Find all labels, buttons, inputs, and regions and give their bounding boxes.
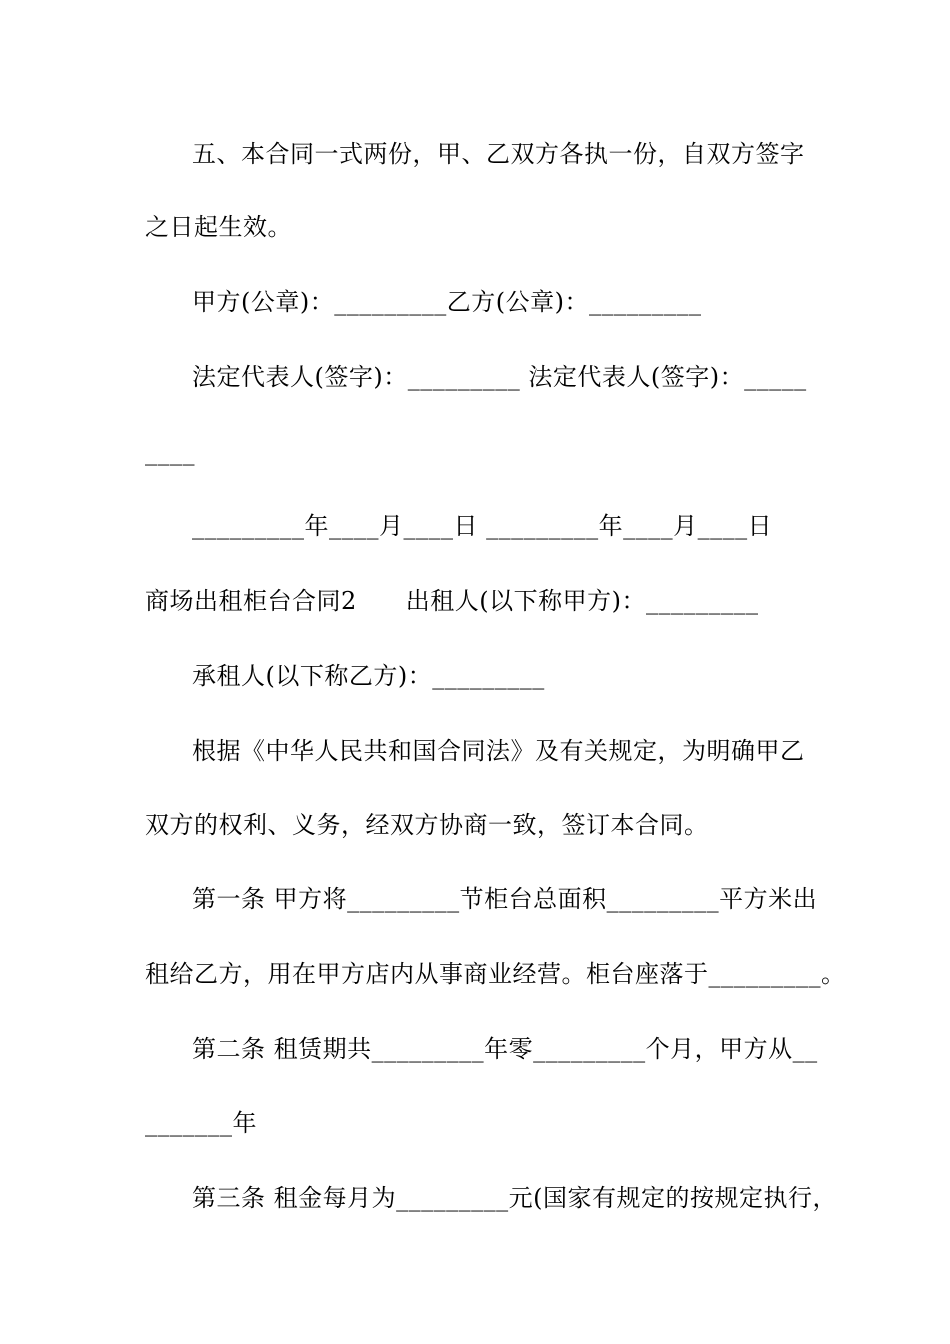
text-line: 五、本合同一式两份，甲、乙双方各执一份，自双方签字 [192,140,805,168]
text-line: 第一条 甲方将_________节柜台总面积_________平方米出 [192,885,818,913]
text-line: _______年 [145,1109,257,1137]
text-line: ____ [145,438,195,466]
text-line: 第三条 租金每月为_________元(国家有规定的按规定执行， [192,1184,837,1212]
text-line: 第二条 租赁期共_________年零_________个月，甲方从__ [192,1035,818,1063]
text-line: 双方的权利、义务，经双方协商一致，签订本合同。 [145,811,709,839]
text-line: 法定代表人(签字)：_________ 法定代表人(签字)：_____ [192,363,807,391]
text-line: 根据《中华人民共和国合同法》及有关规定，为明确甲乙 [192,737,805,765]
text-line: 租给乙方，用在甲方店内从事商业经营。柜台座落于_________。 [145,960,846,988]
text-line: 之日起生效。 [145,213,292,241]
text-line: _________年____月____日 _________年____月____日 [192,512,773,540]
text-line: 甲方(公章)：_________乙方(公章)：_________ [192,288,702,316]
text-line: 商场出租柜台合同2 出租人(以下称甲方)：_________ [145,587,759,615]
text-line: 承租人(以下称乙方)：_________ [192,662,545,690]
